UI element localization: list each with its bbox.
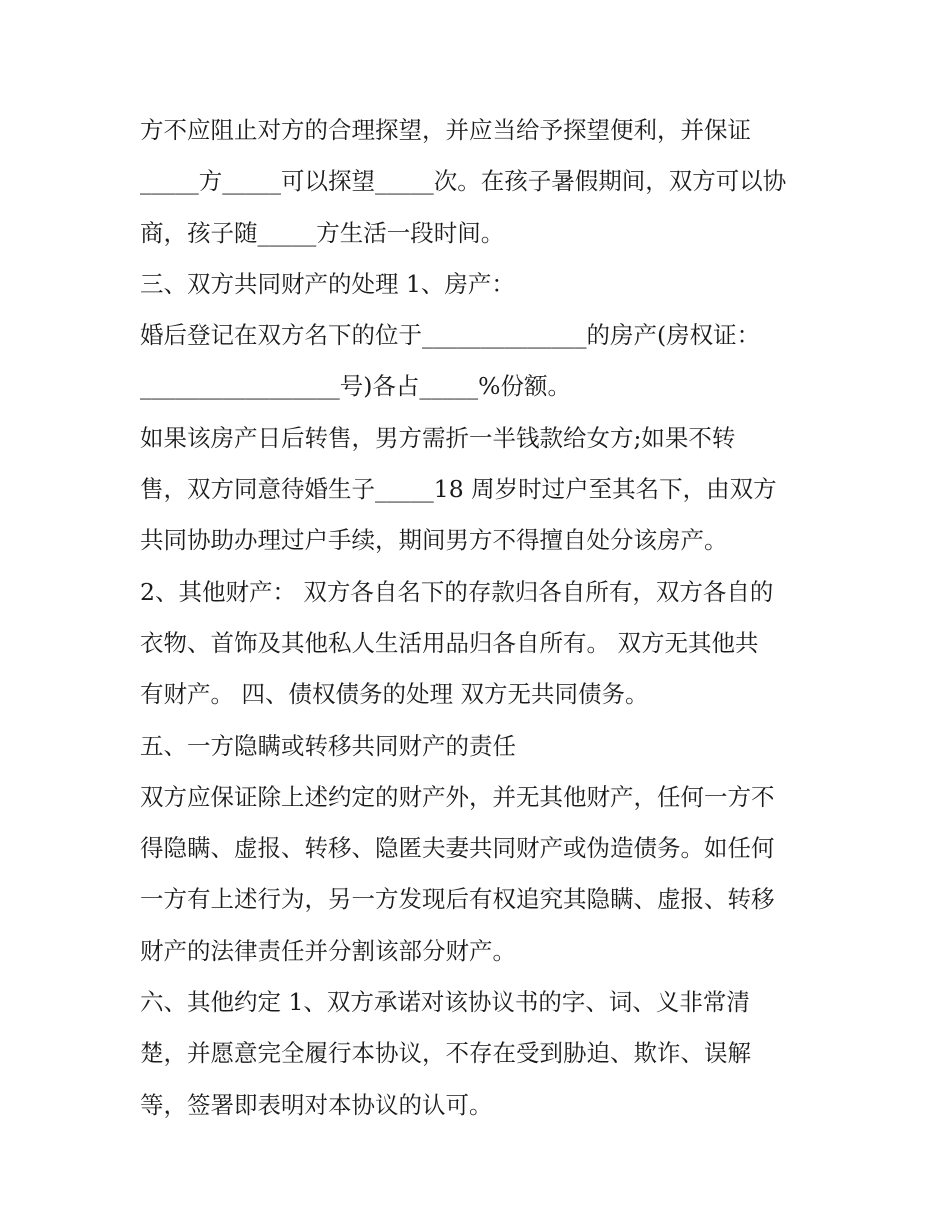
text-line: 婚后登记在双方名下的位于______________的房产(房权证： [140,321,761,350]
text-line: 双方应保证除上述约定的财产外，并无其他财产，任何一方不 [140,782,775,811]
text-line: 售，双方同意待婚生子_____18 周岁时过户至其名下，由双方 [140,475,777,504]
text-line: 一方有上述行为，另一方发现后有权追究其隐瞒、虚报、转移 [140,885,775,914]
section-heading: 三、双方共同财产的处理 1、房产： [140,269,515,298]
text-line: 得隐瞒、虚报、转移、隐匿夫妻共同财产或伪造债务。如任何 [140,834,775,863]
text-line: 衣物、首饰及其他私人生活用品归各自所有。 双方无其他共 [140,628,759,657]
text-line: 有财产。 四、债权债务的处理 双方无共同债务。 [140,680,649,709]
text-line: 方不应阻止对方的合理探望，并应当给予探望便利，并保证 [140,116,751,144]
section-heading: 五、一方隐瞒或转移共同财产的责任 [140,731,516,760]
text-line: 六、其他约定 1、双方承诺对该协议书的字、词、义非常清 [140,988,750,1017]
text-line: 2、其他财产： 双方各自名下的存款归各自所有，双方各自的 [140,577,774,606]
text-line: _____方_____可以探望_____次。在孩子暑假期间，双方可以协 [140,167,787,196]
text-line: 商，孩子随_____方生活一段时间。 [140,218,505,247]
text-line: 财产的法律责任并分割该部分财产。 [140,936,516,965]
text-line: 如果该房产日后转售，男方需折一半钱款给女方;如果不转 [140,423,736,452]
text-line: 等，签署即表明对本协议的认可。 [140,1090,493,1119]
text-line: 共同协助办理过户手续，期间男方不得擅自处分该房产。 [140,526,728,555]
body-text [140,105,820,1131]
text-line: _________________号)各占_____%份额。 [140,372,571,401]
text-line: 楚，并愿意完全履行本协议，不存在受到胁迫、欺诈、误解 [140,1039,751,1068]
